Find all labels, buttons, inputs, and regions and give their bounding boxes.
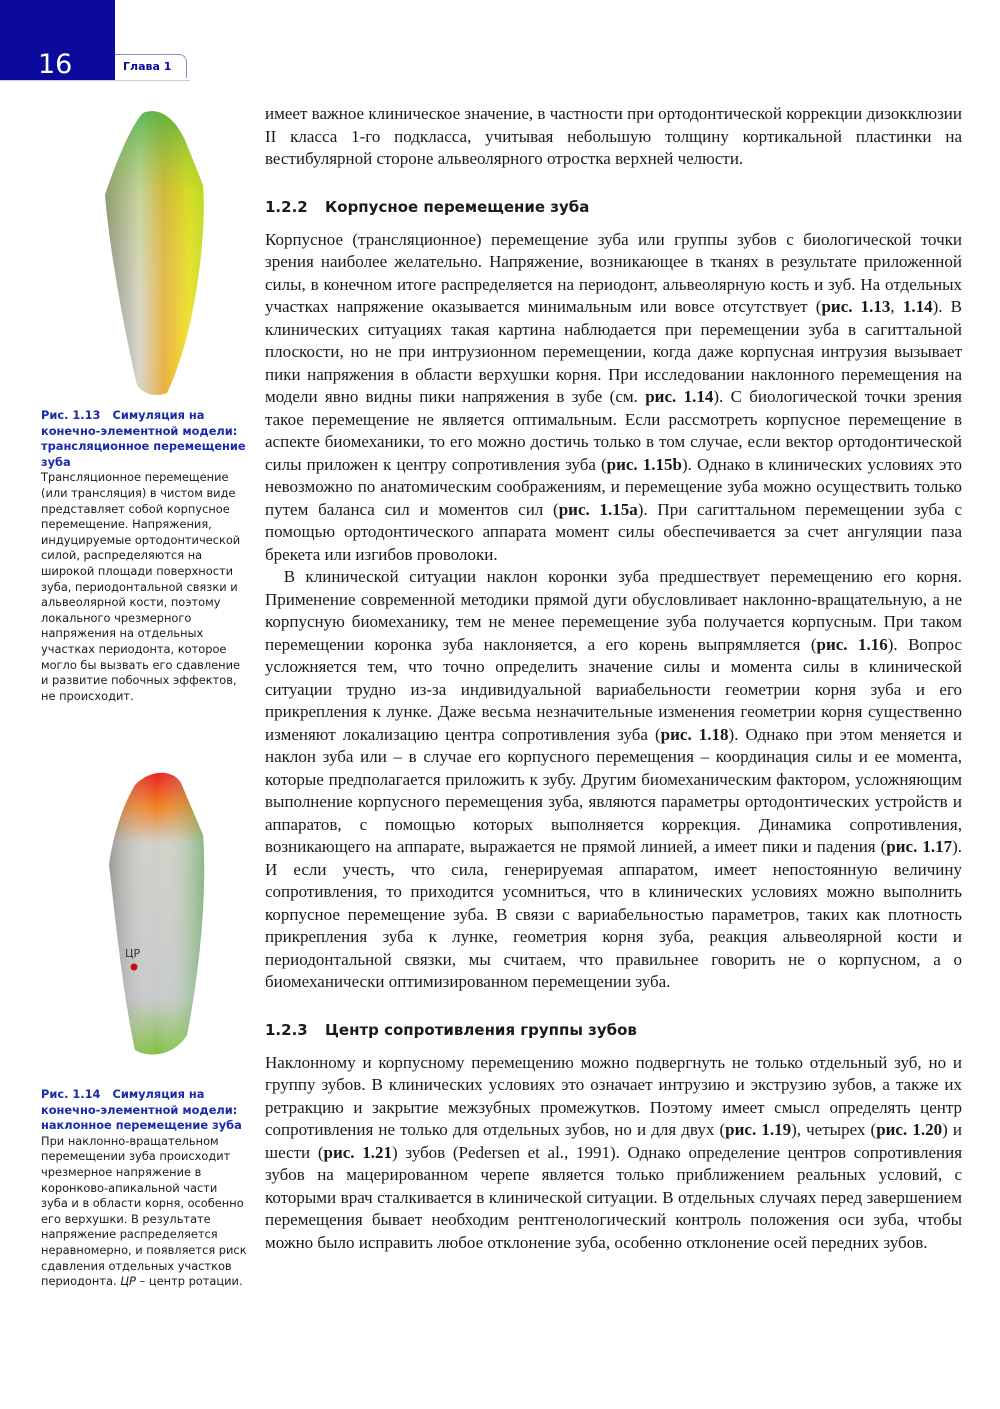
figure-1-14-caption — [41, 1087, 247, 1290]
text-run: ). Вопрос усложняется тем, что точно определить значение силы и момента силы в клинической ситуации трудно из-за индивидуальной вариабельности геометрии корня зуба и его прикрепления к лунке. Даже весьма незначительные изменения геометрии корня существенно изменяют локализацию центра сопротивления зуба ( — [265, 634, 962, 744]
figure-reference: рис. 1.17 — [886, 837, 953, 856]
figure-reference: рис. 1.21 — [323, 1142, 392, 1162]
text-run: Корпусное (трансляционное) перемещение зуба или группы зубов с биологической точки зрения наиболее желательно. Напряжение, возникающее в тканях в результате приложенной силы, в конечном итоге распределяется на периодонт, альвеолярную кость и зуб. На отдельных участках напряжение оказывается минимальным или вовсе отсутствует ( — [265, 229, 962, 316]
figure-number: Рис. 1.14 — [41, 1087, 101, 1101]
main-text-column — [265, 103, 962, 1254]
paragraph — [265, 229, 962, 567]
text-run: ). Однако в клинических условиях это невозможно по анатомическим соображениям, и перемещение зуба можно осуществить только путем баланса сил и моментов сил ( — [265, 454, 962, 519]
section-heading — [265, 1020, 962, 1040]
text-run: ). И если учесть, что сила, генерируемая аппаратом, имеет непостоянную величину сопротивления, то приходится усомниться, что в клинических условиях можно выполнить корпусное перемещение зуба. В связи с вариабельностью параметров, таких как плотность прикрепления зуба к лунке, геометрия корня зуба, реакция альвеолярной кости и периодонтальной связки, мы считаем, что правильнее говорить не о корпусном, а о биомеханически оптимизированном перемещении зуба. — [265, 837, 962, 991]
figure-1-13-caption — [41, 408, 247, 704]
text-run: ) и шести ( — [265, 1120, 962, 1162]
text-run: , — [890, 297, 903, 316]
text-run: имеет важное клиническое значение, в частности при ортодонтической коррекции дизокклюзии II класса 1-го подкласса, учитывая небольшую толщину кортикальной пластинки на вестибулярной стороне альвеолярного отростка верхней челюсти. — [265, 104, 962, 168]
figure-reference: рис. 1.20 — [876, 1120, 943, 1139]
text-run: ). Однако при этом меняется и наклон зуба или – в случае его корпусного перемещения – координация силы и ее момента, которые предполагается приложить к зубу. Другим биомеханическим фактором, усложняющим выполнение корпусного перемещения зуба, являются параметры ортодонтических устройств и аппаратов, с помощью которых выполняется коррекция. Динамика сопротивления, возникающего на аппарате, выражается не прямой линией, а имеет пики и падения ( — [265, 724, 963, 856]
figure-reference: рис. 1.13 — [821, 297, 891, 316]
text-run: ). С биологической точки зрения такое перемещение не является оптимальным. Если рассмотреть корпусное перемещение в аспекте биомеханики, то его можно достичь только в том случае, если вектор ортодонтической силы приложен к центру сопротивления зуба ( — [265, 387, 962, 474]
text-run: Наклонному и корпусному перемещению можно подвергнуть не только отдельный зуб, но и группу зубов. В клинических условиях это означает интрузию и экструзию зубов, а также их ретракцию и закрытие межзубных промежутков. Поэтому имеет смысл определять центр сопротивления не только для отдельных зубов, но и для двух ( — [265, 1052, 962, 1139]
section-title: Корпусное перемещение зуба — [325, 197, 590, 216]
chapter-label: Глава 1 — [115, 54, 187, 78]
figure-description: Трансляционное перемещение (или трансляция) в чистом виде представляет собой корпусное перемещение. Напряжения, индуцируемые ортодонтической силой, распределяются на широкой площади поверхности зуба, периодонтальной связки и альвеолярной кости, поэтому локального чрезмерного напряжения на отдельных участках периодонта, которое могло бы вызвать его сдавление и развитие побочных эффектов, не происходит. — [41, 470, 241, 703]
description-text-end: – центр ротации. — [135, 1274, 243, 1289]
figure-description — [41, 1134, 247, 1290]
section-number: 1.2.2 — [265, 197, 308, 216]
figure-title: Симуляция на конечно-элементной модели: наклонное перемещение зуба — [41, 1087, 242, 1133]
figure-1-14-tooth-model — [95, 765, 225, 1065]
section-number: 1.2.3 — [265, 1020, 308, 1039]
paragraph — [265, 1052, 962, 1255]
rotation-center-marker — [131, 964, 138, 971]
header-divider — [0, 80, 190, 81]
text-run: ), четырех ( — [791, 1120, 877, 1139]
figure-reference: 1.14 — [902, 297, 933, 316]
text-run: ). При сагиттальном перемещении зуба с помощью ортодонтического аппарата момент силы обеспечивается за счет ангуляции паза брекета или изгибов проволоки. — [265, 499, 963, 564]
figure-number: Рис. 1.13 — [41, 408, 101, 422]
figure-reference: рис. 1.15b — [606, 454, 682, 474]
figure-reference: рис. 1.18 — [660, 724, 729, 744]
text-run: ). В клинических ситуациях такая картина наблюдается при перемещении зуба в сагиттальной плоскости, но не при интрузионном перемещении, когда даже корпусная интрузия вызывает пики напряжения в области верхушки корня. При исследовании наклонного перемещения на модели явно видны пики напряжения в зубе (см. — [265, 297, 963, 406]
figure-reference: рис. 1.19 — [725, 1120, 792, 1139]
text-run: В клинической ситуации наклон коронки зуба предшествует перемещению его корня. Применение современной методики прямой дуги обусловливает наклонно-вращательную, а не корпусную биомеханику, тем не менее перемещение зуба получается корпусным. При таком перемещении коронка зуба наклоняется, а его корень выпрямляется ( — [265, 567, 962, 654]
paragraph — [265, 103, 962, 171]
figure-1-13-tooth-model — [95, 105, 215, 400]
text-run: ) зубов (Pedersen et al., 1991). Однако определение центров сопротивления зубов на мацерированном черепе является только приближением реальных условий, с которыми врач сталкивается в клинической ситуации. В отдельных случаях перед завершением перемещения бывает необходим рентгенологический контроль положения оси зуба, чтобы можно было исправить любое отклонение зуба, особенно отклонение осей передних зубов. — [265, 1142, 963, 1252]
abbreviation: ЦР — [120, 1274, 136, 1289]
rotation-center-label: ЦР — [125, 947, 141, 960]
figure-reference: рис. 1.15a — [558, 499, 638, 519]
description-text: При наклонно-вращательном перемещении зуба происходит чрезмерное напряжение в коронково-апикальной части зуба и в области корня, особенно его верхушки. В результате напряжение распределяется неравномерно, и появляется риск сдавления отдельных участков периодонта. — [41, 1133, 247, 1289]
page-number: 16 — [38, 49, 73, 80]
section-title: Центр сопротивления группы зубов — [325, 1020, 637, 1039]
paragraph — [265, 566, 962, 994]
figure-title: Симуляция на конечно-элементной модели: трансляционное перемещение зуба — [41, 408, 246, 469]
figure-reference: рис. 1.16 — [816, 634, 888, 654]
section-heading — [265, 197, 962, 217]
figure-reference: рис. 1.14 — [645, 387, 714, 406]
